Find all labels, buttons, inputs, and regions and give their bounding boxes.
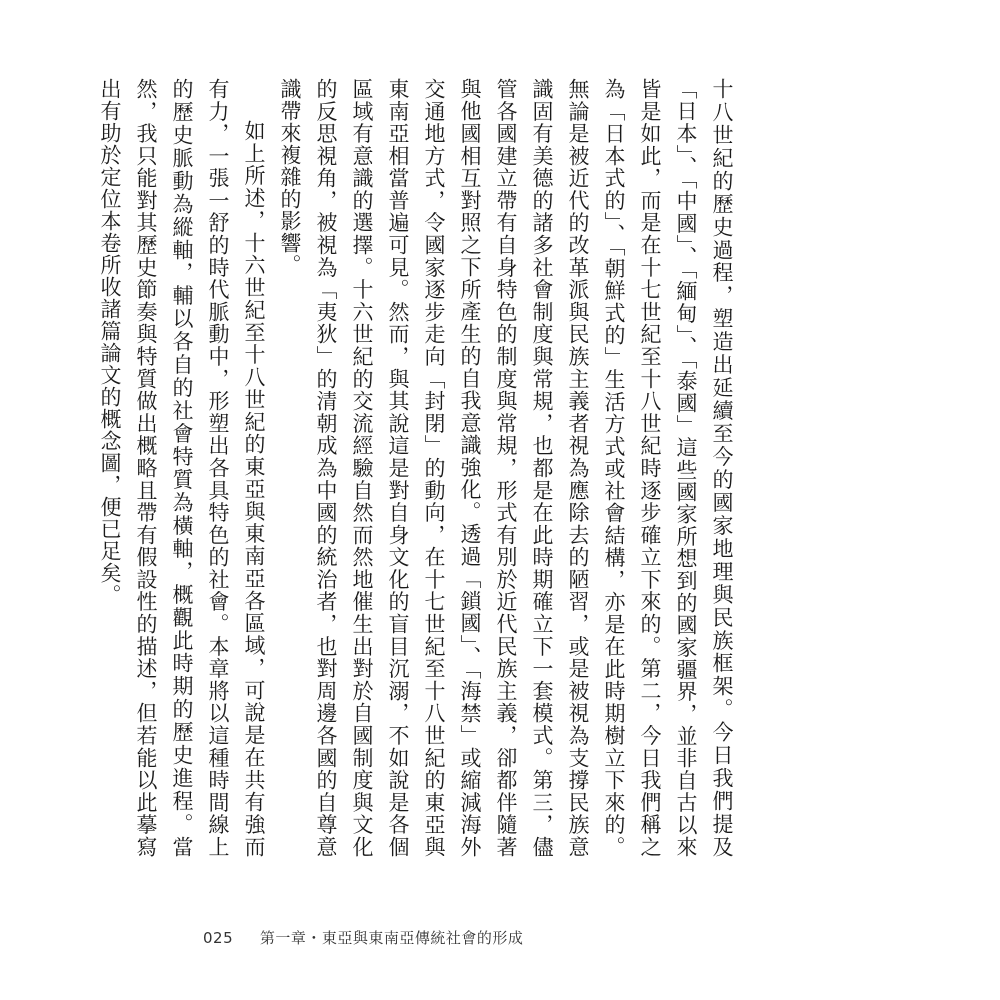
- page-footer: [203, 927, 523, 948]
- page-number: 025: [203, 929, 234, 947]
- paragraph-2: 如上所述，十六世紀至十八世紀的東亞與東南亞各區域，可說是在共有強而有力，一張一舒的時代脈動中，形塑出各具特色的社會。本章將以這種時間線上的歷史脈動為縱軸，輔以各自的社會特質為橫軸，概觀此時期的歷史進程。當然，我只能對其歷史節奏與特質做出概略且帶有假設性的描述，但若能以此摹寫出有助於定位本卷所收諸篇論文的概念圖，便已足矣。: [98, 78, 266, 858]
- running-title: 第一章・東亞與東南亞傳統社會的形成: [259, 929, 524, 947]
- paragraph-1: 十八世紀的歷史過程，塑造出延續至今的國家地理與民族框架。今日我們提及「日本」、「中國」、「緬甸」、「泰國」這些國家所想到的國家疆界，並非自古以來皆是如此，而是在十七世紀至十八世紀時逐步確立下來的。第二，今日我們稱之為「日本式的」、「朝鮮式的」生活方式或社會結構，亦是在此時期樹立下來的。無論是被近代的改革派與民族主義者視為應除去的陋習，或是被視為支撐民族意識固有美德的諸多社會制度與常規，也都是在此時期確立下一套模式。第三，儘管各國建立帶有自身特色的制度與常規，形式有別於近代民族主義，卻都伴隨著與他國相互對照之下所產生的自我意識強化。透過「鎖國」、「海禁」或縮減海外交通地方式，令國家逐步走向「封閉」的動向，在十七世紀至十八世紀的東亞與東南亞相當普遍可見。然而，與其說這是對自身文化的盲目沉溺，不如說是各個區域有意識的選擇。十六世紀的交流經驗自然而然地催生出對於自國制度與文化的反思視角，被視為「夷狄」的清朝成為中國的統治者，也對周邊各國的自尊意識帶來複雜的影響。: [278, 78, 734, 858]
- body-text: [92, 78, 740, 858]
